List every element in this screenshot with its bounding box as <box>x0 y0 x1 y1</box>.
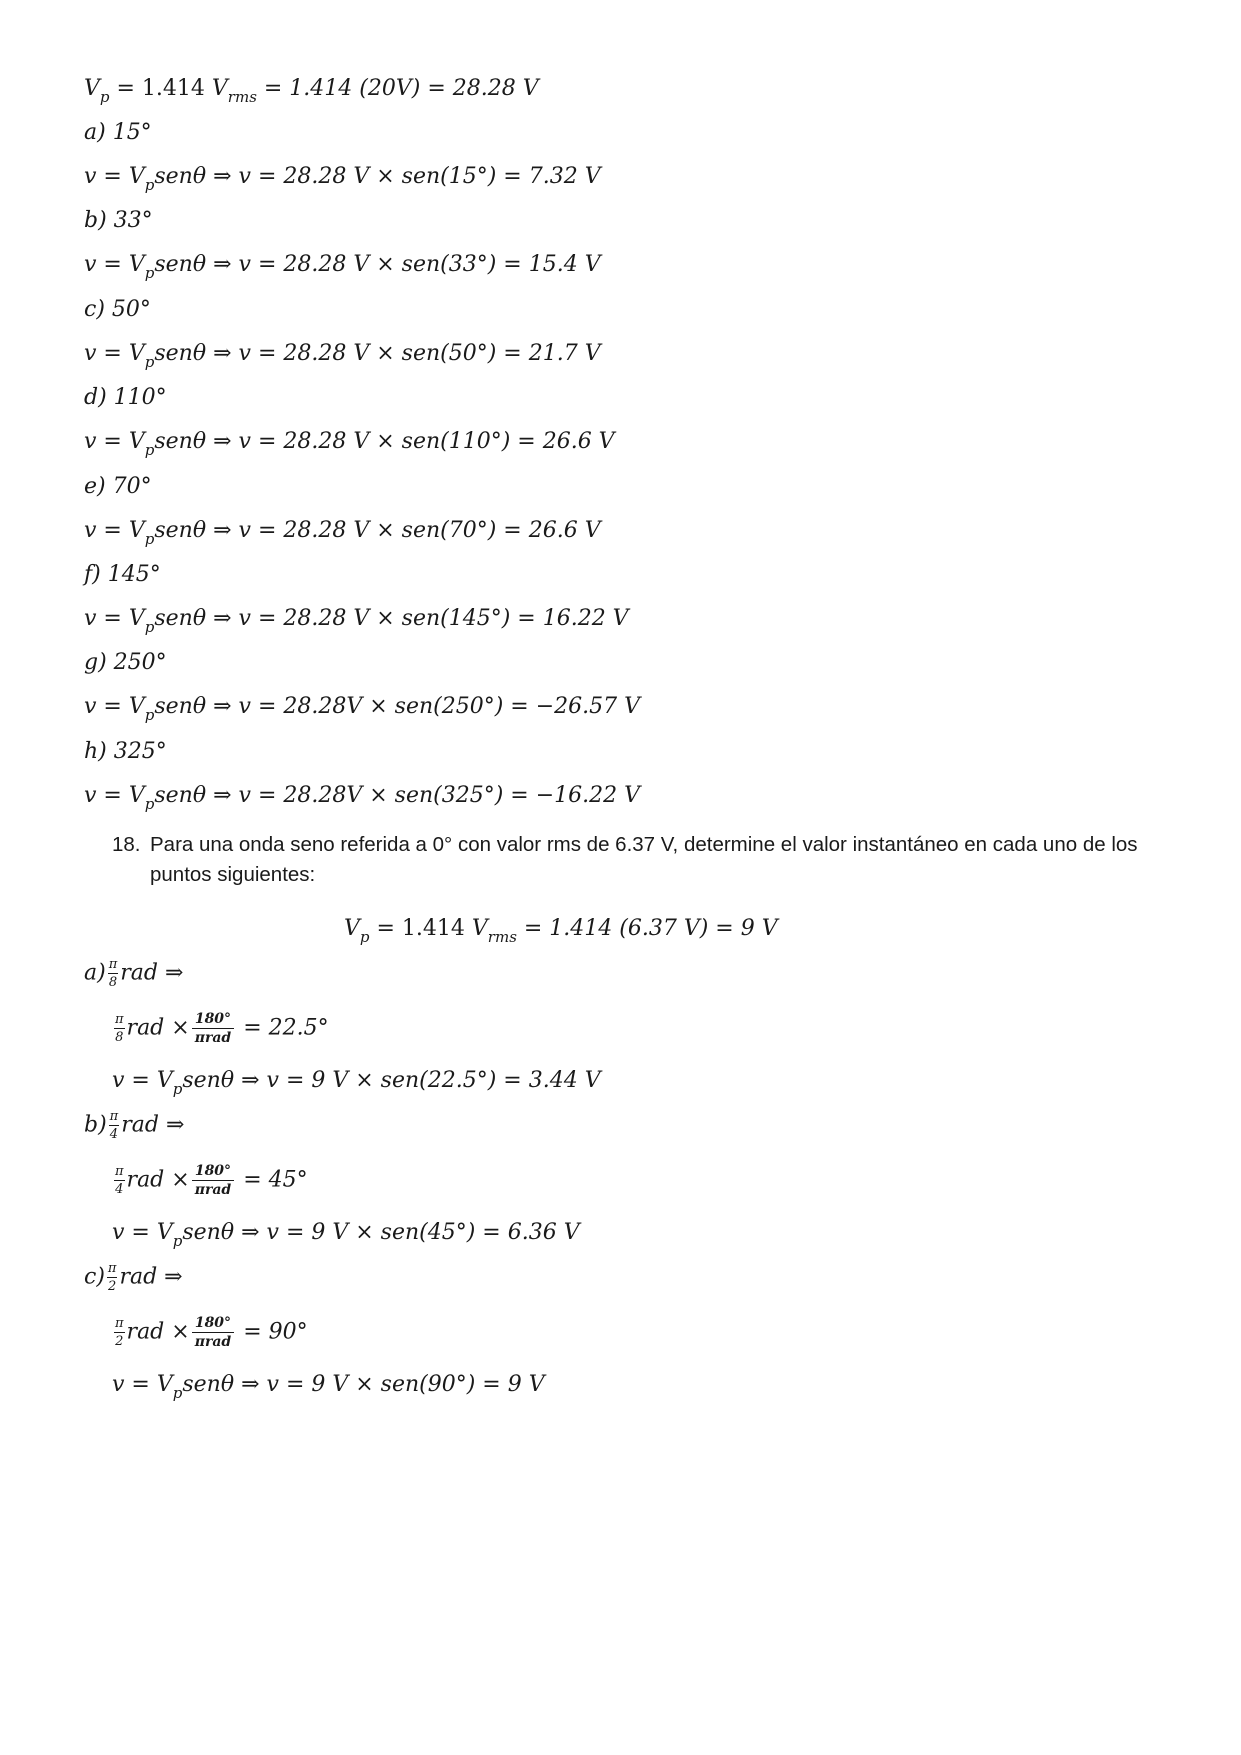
deg-num: 180° <box>192 1164 234 1181</box>
pi-den: 8 <box>115 1030 124 1045</box>
deg-fraction <box>192 1164 234 1197</box>
deg-den: πrad <box>194 1182 232 1198</box>
pi-den: 4 <box>109 1127 119 1142</box>
sen-theta: senθ <box>154 783 207 808</box>
rad-unit: rad <box>120 960 158 986</box>
pi-den: 2 <box>115 1334 124 1349</box>
arrow: ⇒ <box>164 1264 183 1290</box>
formula-result: ⇒ v = 9 V × sen(90°) = 9 V <box>241 1372 545 1397</box>
arrow: ⇒ <box>165 1112 185 1138</box>
pi-den: 4 <box>115 1182 124 1197</box>
item-formula <box>84 606 629 636</box>
sen-theta: senθ <box>154 606 207 631</box>
sen-theta: senθ <box>154 694 207 719</box>
rad-unit: rad <box>121 1112 159 1138</box>
pi-den: 8 <box>108 975 118 990</box>
times: × <box>171 1015 190 1041</box>
vp-symbol: V <box>84 76 100 101</box>
pi-fraction <box>108 958 119 989</box>
pi-fraction <box>107 1262 118 1293</box>
deg-den: πrad <box>194 1030 232 1046</box>
item-formula <box>84 252 601 282</box>
item-label: b) 33° <box>84 208 153 233</box>
sen-theta: senθ <box>182 1068 235 1093</box>
v-eq: v = V <box>84 341 145 366</box>
rad-unit: rad <box>126 1167 165 1193</box>
item-formula <box>84 694 641 724</box>
times: × <box>171 1319 190 1345</box>
rad-unit: rad <box>119 1264 158 1290</box>
v-eq: v = V <box>112 1372 173 1397</box>
vp-result: = 1.414 (20V) = 28.28 V <box>256 76 539 101</box>
vrms-sub: rms <box>227 88 257 106</box>
vp-equation-2 <box>344 916 778 946</box>
p-sub: p <box>144 264 155 282</box>
p-sub: p <box>144 441 155 459</box>
pi-fraction <box>109 1110 120 1141</box>
item-letter: c) <box>84 1264 105 1290</box>
v-eq: v = V <box>112 1220 173 1245</box>
deg-fraction <box>192 1012 234 1045</box>
rad-formula <box>112 1372 545 1402</box>
rad-item-header <box>84 1262 183 1293</box>
deg-result: = 45° <box>243 1167 308 1193</box>
formula-result: ⇒ v = 9 V × sen(45°) = 6.36 V <box>241 1220 580 1245</box>
pi-num: π <box>115 1164 124 1179</box>
p-sub: p <box>144 530 155 548</box>
p-sub: p <box>172 1232 183 1250</box>
p-sub: p <box>144 176 155 194</box>
rad-formula <box>112 1220 580 1250</box>
formula-result: ⇒ v = 28.28V × sen(250°) = −26.57 V <box>213 694 641 719</box>
vp-equation <box>84 76 539 106</box>
pi-num: π <box>107 1261 117 1276</box>
v-eq: v = V <box>112 1068 173 1093</box>
deg-fraction <box>192 1316 234 1349</box>
question-number: 18. <box>112 833 141 856</box>
rad-conversion <box>112 1012 329 1045</box>
p-sub: p <box>172 1080 183 1098</box>
formula-result: ⇒ v = 28.28 V × sen(70°) = 26.6 V <box>213 518 601 543</box>
sen-theta: senθ <box>182 1372 235 1397</box>
vp-sub: p <box>99 88 110 106</box>
vrms-symbol: V <box>211 76 228 101</box>
vp2-sub: p <box>359 928 370 946</box>
rad-conversion <box>112 1316 308 1349</box>
deg-num: 180° <box>192 1316 234 1333</box>
sen-theta: senθ <box>182 1220 235 1245</box>
v-eq: v = V <box>84 518 145 543</box>
sen-theta: senθ <box>154 429 207 454</box>
p-sub: p <box>144 706 155 724</box>
rad-item-header <box>84 1110 184 1141</box>
p-sub: p <box>172 1384 183 1402</box>
vp2-result: = 1.414 (6.37 V) = 9 V <box>516 916 778 941</box>
item-letter: a) <box>84 960 106 986</box>
deg-num: 180° <box>192 1012 234 1029</box>
pi-num: π <box>115 1012 124 1027</box>
item-label: h) 325° <box>84 739 167 764</box>
p-sub: p <box>144 618 155 636</box>
vp2-factor: = 1.414 <box>376 916 472 941</box>
item-label: e) 70° <box>84 474 152 499</box>
v-eq: v = V <box>84 783 145 808</box>
v-eq: v = V <box>84 164 145 189</box>
pi-fraction <box>114 1013 125 1044</box>
pi-fraction <box>114 1165 125 1196</box>
sen-theta: senθ <box>154 341 207 366</box>
rad-unit: rad <box>126 1319 165 1345</box>
formula-result: ⇒ v = 9 V × sen(22.5°) = 3.44 V <box>241 1068 601 1093</box>
formula-result: ⇒ v = 28.28V × sen(325°) = −16.22 V <box>213 783 641 808</box>
pi-num: π <box>108 957 118 972</box>
item-formula <box>84 518 601 548</box>
item-formula <box>84 341 601 371</box>
item-label: a) 15° <box>84 120 152 145</box>
sen-theta: senθ <box>154 164 207 189</box>
sen-theta: senθ <box>154 252 207 277</box>
item-label: c) 50° <box>84 297 151 322</box>
vrms2-symbol: V <box>471 916 488 941</box>
arrow: ⇒ <box>164 960 184 986</box>
rad-conversion <box>112 1164 308 1197</box>
formula-result: ⇒ v = 28.28 V × sen(15°) = 7.32 V <box>213 164 601 189</box>
formula-result: ⇒ v = 28.28 V × sen(50°) = 21.7 V <box>213 341 601 366</box>
deg-den: πrad <box>194 1334 232 1350</box>
v-eq: v = V <box>84 252 145 277</box>
times: × <box>171 1167 190 1193</box>
item-label: f) 145° <box>84 562 161 587</box>
question-text: Para una onda seno referida a 0° con valor rms de 6.37 V, determine el valor instantáneo en cada uno de los puntos siguientes: <box>150 833 1138 886</box>
p-sub: p <box>144 795 155 813</box>
formula-result: ⇒ v = 28.28 V × sen(145°) = 16.22 V <box>213 606 629 631</box>
pi-fraction <box>114 1317 125 1348</box>
rad-unit: rad <box>126 1015 165 1041</box>
deg-result: = 22.5° <box>243 1015 329 1041</box>
rad-formula <box>112 1068 601 1098</box>
formula-result: ⇒ v = 28.28 V × sen(110°) = 26.6 V <box>213 429 615 454</box>
item-letter: b) <box>84 1112 107 1138</box>
pi-num: π <box>109 1109 119 1124</box>
vp2-symbol: V <box>344 916 360 941</box>
item-formula <box>84 429 615 459</box>
vp-factor: = 1.414 <box>116 76 212 101</box>
pi-den: 2 <box>108 1279 117 1294</box>
p-sub: p <box>144 353 155 371</box>
item-formula <box>84 783 641 813</box>
rad-item-header <box>84 958 183 989</box>
question-18 <box>112 830 1162 890</box>
sen-theta: senθ <box>154 518 207 543</box>
v-eq: v = V <box>84 429 145 454</box>
formula-result: ⇒ v = 28.28 V × sen(33°) = 15.4 V <box>213 252 601 277</box>
deg-result: = 90° <box>243 1319 308 1345</box>
pi-num: π <box>115 1316 124 1331</box>
v-eq: v = V <box>84 606 145 631</box>
v-eq: v = V <box>84 694 145 719</box>
item-label: g) 250° <box>84 650 167 675</box>
item-formula <box>84 164 601 194</box>
vrms2-sub: rms <box>487 928 517 946</box>
item-label: d) 110° <box>84 385 167 410</box>
